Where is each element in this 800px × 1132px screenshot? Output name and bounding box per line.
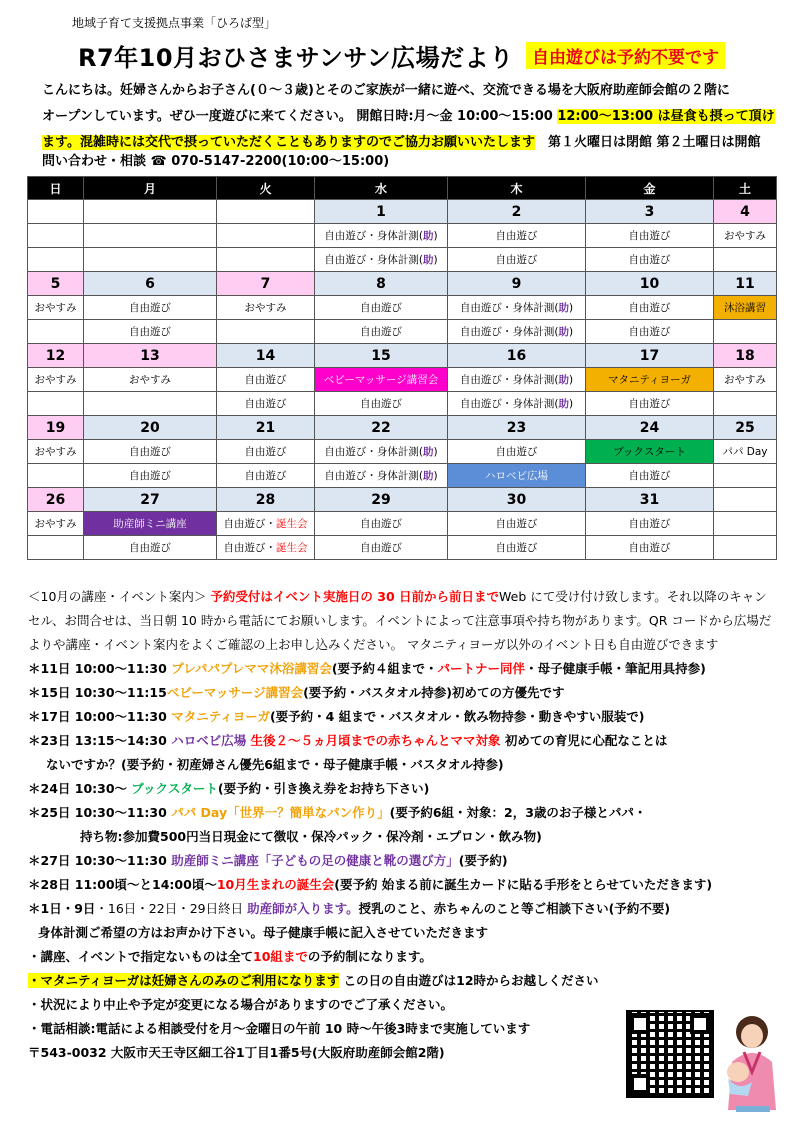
day-cell: 22 (315, 416, 448, 440)
calendar-table (27, 176, 777, 560)
day-cell: 2 (448, 200, 586, 224)
event-cell: 自由遊び・身体計測(助) (315, 224, 448, 248)
event-23 (28, 729, 780, 753)
midwife-tag: 助 (423, 254, 434, 266)
event-time: ＊11日 10:00～11:30 (28, 661, 172, 676)
day-cell: 4 (714, 200, 777, 224)
event-time: ＊25日 10:30～11:30 (28, 805, 172, 820)
weekday-fri: 金 (586, 177, 714, 200)
event-cell: 自由遊び (217, 464, 315, 488)
event-row (28, 368, 777, 392)
event-cell (714, 536, 777, 560)
day-cell: 9 (448, 272, 586, 296)
event-row (28, 464, 777, 488)
contact-line: 問い合わせ・相談 ☎ 070-5147-2200(10:00～15:00) (42, 154, 390, 169)
day-cell (84, 200, 217, 224)
date-row (28, 488, 777, 512)
note-reservation (28, 945, 780, 969)
event-name: ベビーマッサージ講習会 (166, 685, 304, 700)
event-cell: 自由遊び (84, 464, 217, 488)
qr-finder (630, 1074, 650, 1094)
weekday-mon: 月 (84, 177, 217, 200)
event-label: 自由遊び・身体計測( (324, 446, 423, 458)
reservation-period: 予約受付はイベント実施日の 30 日前から前日まで (210, 589, 500, 604)
event-cell (217, 248, 315, 272)
day-cell: 26 (28, 488, 84, 512)
day-cell: 1 (315, 200, 448, 224)
birthday-tag: 誕生会 (276, 542, 308, 554)
event-cell: 自由遊び (217, 440, 315, 464)
midwife-tag: 助 (558, 302, 569, 314)
intro-line-1: こんにちは。妊婦さんからお子さん(０～３歳)とそのご家族が一緒に遊べ、交流できる場を大阪府助産師会館の２階に (42, 83, 730, 98)
event-dates: ・16日・22日・29日終日 (95, 901, 248, 916)
event-cell (714, 320, 777, 344)
midwife-tag: 助 (423, 230, 434, 242)
event-row (28, 248, 777, 272)
day-cell (217, 200, 315, 224)
event-28 (28, 873, 780, 897)
date-row (28, 272, 777, 296)
event-row (28, 296, 777, 320)
event-name: 助産師ミニ講座「子どもの足の健康と靴の選び方」 (171, 853, 459, 868)
event-15 (28, 681, 780, 705)
event-cell (84, 392, 217, 416)
event-detail: 授乳のこと、赤ちゃんのこと等ご相談下さい(予約不要) (358, 901, 671, 916)
event-cell (714, 512, 777, 536)
event-25-cont: 持ち物:参加費500円当日現金にて徴収・保冷パック・保冷剤・エプロン・飲み物) (80, 829, 542, 844)
qr-finder (690, 1014, 710, 1034)
program-name: 地域子育て支援拠点事業「ひろば型」 (72, 16, 277, 30)
events-heading (28, 585, 780, 609)
day-cell: 7 (217, 272, 315, 296)
event-cell: 自由遊び (448, 248, 586, 272)
event-target: 生後２～５ヵ月頃までの赤ちゃんとママ対象 (246, 733, 501, 748)
midwife-tag: 助 (558, 374, 569, 386)
event-label: 自由遊び・身体計測( (459, 374, 559, 386)
event-cell (217, 512, 315, 536)
event-cell (28, 320, 84, 344)
note-text: ・講座、イベントで指定ないものは全て (28, 949, 254, 964)
crowd-note: ます。混雑時には交代で摂っていただくこともありますのでご協力お願いいたします (42, 135, 535, 150)
qr-finder (630, 1014, 650, 1034)
day-cell (28, 200, 84, 224)
event-detail: (要予約6組・対象：2，3歳のお子様とパパ・ (389, 805, 647, 820)
event-cell: おやすみ (84, 368, 217, 392)
day-cell (714, 488, 777, 512)
event-cell: 自由遊び (448, 536, 586, 560)
day-cell: 25 (714, 416, 777, 440)
event-time: ＊17日 10:00～11:30 (28, 709, 172, 724)
event-time: ＊23日 13:15～14:30 (28, 733, 172, 748)
event-cell: 自由遊び・身体計測(助) (315, 440, 448, 464)
event-time: ＊28日 11:00頃～と14:00頃～ (28, 877, 217, 892)
event-label: 自由遊び・身体計測( (324, 470, 423, 482)
event-row (28, 320, 777, 344)
midwife-tag: 助 (423, 470, 434, 482)
event-cell: 自由遊び・身体計測(助) (448, 296, 586, 320)
event-name: 10月生まれの誕生会 (216, 877, 335, 892)
heading-label: ＜10月の講座・イベント案内＞ (28, 589, 207, 604)
free-play-badge: 自由遊びは予約不要です (526, 42, 725, 69)
page-title: R7年10月おひさまサンサン広場だより (78, 44, 514, 72)
date-row (28, 344, 777, 368)
day-cell: 20 (84, 416, 217, 440)
date-row (28, 416, 777, 440)
event-info-section (28, 585, 780, 1065)
event-cell: 自由遊び (586, 536, 714, 560)
event-cell: 自由遊び (586, 224, 714, 248)
weekday-sun: 日 (28, 177, 84, 200)
event-cell: 自由遊び (448, 224, 586, 248)
event-cell: 自由遊び (448, 512, 586, 536)
event-detail: ・母子健康手帳・筆記用具持参) (525, 661, 706, 676)
event-row (28, 536, 777, 560)
day-cell: 11 (714, 272, 777, 296)
event-cell: 自由遊び (217, 368, 315, 392)
day-cell: 8 (315, 272, 448, 296)
event-27 (28, 849, 780, 873)
event-17 (28, 705, 780, 729)
event-cell (28, 248, 84, 272)
event-label: 自由遊び・身体計測( (324, 254, 423, 266)
note-changes: ・状況により中止や予定が変更になる場合がありますのでご了承ください。 (28, 997, 454, 1012)
event-cell (28, 224, 84, 248)
event-cell: 自由遊び (586, 392, 714, 416)
event-cell: おやすみ (28, 368, 84, 392)
lunch-note: 12:00～13:00 は昼食も摂って頂け (557, 109, 775, 124)
event-time: ＊1日・9日 (28, 901, 96, 916)
day-cell: 17 (586, 344, 714, 368)
event-cell: 自由遊び (84, 536, 217, 560)
event-row (28, 440, 777, 464)
midwife-lecture-cell: 助産師ミニ講座 (84, 512, 217, 536)
event-cell: 自由遊び (586, 464, 714, 488)
event-cell: 自由遊び (586, 248, 714, 272)
day-cell: 24 (586, 416, 714, 440)
event-label: 自由遊び・ (223, 542, 276, 554)
event-name: マタニティヨーガ (171, 709, 270, 724)
day-cell: 10 (586, 272, 714, 296)
event-cell: 自由遊び (586, 296, 714, 320)
event-cell: おやすみ (714, 368, 777, 392)
event-23-cont: ないですか？(要予約・初産婦さん優先6組まで・母子健康手帳・バスタオル持参) (46, 757, 504, 772)
day-cell: 3 (586, 200, 714, 224)
event-row (28, 512, 777, 536)
note-yoga (28, 969, 780, 993)
event-cell: 自由遊び (586, 512, 714, 536)
weekday-header-row (28, 177, 777, 200)
event-cell: 自由遊び (217, 392, 315, 416)
event-cell: 自由遊び (315, 296, 448, 320)
day-cell: 18 (714, 344, 777, 368)
event-cell: 自由遊び (84, 320, 217, 344)
papa-day-cell: パパ Day (714, 440, 777, 464)
day-cell: 27 (84, 488, 217, 512)
event-midwife-cont: 身体計測ご希望の方はお声かけ下さい。母子健康手帳に記入させていただきます (38, 925, 489, 940)
event-cell: 自由遊び (448, 440, 586, 464)
event-cell (714, 392, 777, 416)
weekday-tue: 火 (217, 177, 315, 200)
event-detail: (要予約・4 組まで・バスタオル・飲み物持参・動きやすい服装で) (269, 709, 645, 724)
event-label: 自由遊び・身体計測( (459, 326, 559, 338)
cancel-note: セル、お問合せは、当日朝 10 時から電話にてお願いします。イベントによって注意事項や持ち物があります。QR コードから広場だ (28, 613, 772, 628)
event-time: ＊15日 10:30～11:15 (28, 685, 167, 700)
opening-hours: オープンしています。ぜひ一度遊びに来てください。 開館日時:月～金 10:00～15:00 (42, 109, 558, 124)
day-cell: 29 (315, 488, 448, 512)
weekday-sat: 土 (714, 177, 777, 200)
event-cell: 自由遊び (84, 440, 217, 464)
day-cell: 14 (217, 344, 315, 368)
event-cell: おやすみ (28, 440, 84, 464)
event-cell (28, 464, 84, 488)
day-cell: 31 (586, 488, 714, 512)
event-cell (28, 392, 84, 416)
event-label: 自由遊び・身体計測( (324, 230, 423, 242)
event-time: ＊27日 10:30～11:30 (28, 853, 172, 868)
event-cell: 自由遊び (315, 392, 448, 416)
intro-text (42, 78, 782, 156)
event-row (28, 224, 777, 248)
event-label: 自由遊び・ (223, 518, 276, 530)
day-cell: 28 (217, 488, 315, 512)
event-cell (217, 224, 315, 248)
event-cell (28, 536, 84, 560)
note-phone: ・電話相談:電話による相談受付を月～金曜日の午前 10 時～午後3時まで実施しています (28, 1021, 531, 1036)
midwife-tag: 助 (558, 398, 569, 410)
date-row (28, 200, 777, 224)
day-cell: 21 (217, 416, 315, 440)
event-detail: (要予約・バスタオル持参)初めての方優先です (303, 685, 565, 700)
event-detail: 初めての育児に心配なことは (500, 733, 668, 748)
day-cell: 19 (28, 416, 84, 440)
event-label: 自由遊び・身体計測( (459, 302, 559, 314)
event-11 (28, 657, 780, 681)
event-cell (714, 464, 777, 488)
event-cell (217, 536, 315, 560)
bookstart-cell: ブックスタート (586, 440, 714, 464)
weekday-wed: 水 (315, 177, 448, 200)
day-cell: 30 (448, 488, 586, 512)
event-name: ブックスタート (131, 781, 218, 796)
event-detail: (要予約 始まる前に誕生カードに貼る手形をとらせていただきます) (334, 877, 713, 892)
day-cell: 5 (28, 272, 84, 296)
day-cell: 12 (28, 344, 84, 368)
event-time: ＊24日 10:30～ (28, 781, 132, 796)
event-cell: 自由遊び・身体計測(助) (448, 320, 586, 344)
event-label: 自由遊び・身体計測( (459, 398, 559, 410)
event-cell (217, 320, 315, 344)
note-text: の予約制になります。 (307, 949, 432, 964)
event-row (28, 392, 777, 416)
event-cell: おやすみ (28, 296, 84, 320)
event-name: 助産師が入ります。 (247, 901, 359, 916)
day-cell: 15 (315, 344, 448, 368)
maternity-yoga-cell: マタニティヨーガ (586, 368, 714, 392)
event-detail: (要予約４組まで・ (331, 661, 438, 676)
hello-baby-cell: ハロベビ広場 (448, 464, 586, 488)
intro-line-2 (42, 104, 782, 130)
event-cell (714, 248, 777, 272)
event-cell: おやすみ (28, 512, 84, 536)
event-midwife (28, 897, 780, 921)
baby-massage-cell: ベビーマッサージ講習会 (315, 368, 448, 392)
event-name: プレパパプレママ沐浴講習会 (171, 661, 332, 676)
event-cell: 自由遊び (315, 512, 448, 536)
birthday-tag: 誕生会 (276, 518, 308, 530)
qr-code[interactable] (626, 1010, 714, 1098)
event-cell (84, 248, 217, 272)
mother-baby-illustration (722, 1012, 780, 1112)
event-name: ハロベビ広場 (171, 733, 247, 748)
closed-days-note: 第１火曜日は閉館 第２土曜日は開館 (547, 135, 761, 150)
event-cell: 自由遊び (84, 296, 217, 320)
event-cell (84, 224, 217, 248)
day-cell: 13 (84, 344, 217, 368)
event-25 (28, 801, 780, 825)
address: 〒543-0032 大阪市天王寺区細工谷1丁目1番5号(大阪府助産師会館2階) (28, 1045, 445, 1060)
weekday-thu: 木 (448, 177, 586, 200)
day-cell: 6 (84, 272, 217, 296)
event-cell: 自由遊び (315, 320, 448, 344)
yoga-note: ・マタニティヨーガは妊婦さんのみのご利用になります (28, 973, 340, 988)
event-cell: 自由遊び・身体計測(助) (448, 368, 586, 392)
note-text: この日の自由遊びは12時からお越しください (339, 973, 599, 988)
event-cell: 自由遊び・身体計測(助) (315, 248, 448, 272)
bathing-class-cell: 沐浴講習 (714, 296, 777, 320)
event-24 (28, 777, 780, 801)
event-cell: おやすみ (217, 296, 315, 320)
event-cell: おやすみ (714, 224, 777, 248)
event-detail: (要予約) (458, 853, 508, 868)
day-cell: 16 (448, 344, 586, 368)
midwife-tag: 助 (423, 446, 434, 458)
group-limit: 10組まで (253, 949, 308, 964)
event-detail: (要予約・引き換え券をお持ち下さい) (217, 781, 430, 796)
midwife-tag: 助 (558, 326, 569, 338)
event-cell: 自由遊び・身体計測(助) (315, 464, 448, 488)
event-cell: 自由遊び (586, 320, 714, 344)
qr-note: よりや講座・イベント案内をよくご確認の上お申し込みください。 マタニティヨーガ以外のイベント日も自由遊びできます (28, 637, 719, 652)
partner-required: パートナー同伴 (437, 661, 526, 676)
day-cell: 23 (448, 416, 586, 440)
event-name: パパ Day「世界一？簡単なパン作り」 (171, 805, 390, 820)
event-cell: 自由遊び・身体計測(助) (448, 392, 586, 416)
heading-rest: Web にて受け付け致します。それ以降のキャン (499, 589, 767, 604)
event-cell: 自由遊び (315, 536, 448, 560)
